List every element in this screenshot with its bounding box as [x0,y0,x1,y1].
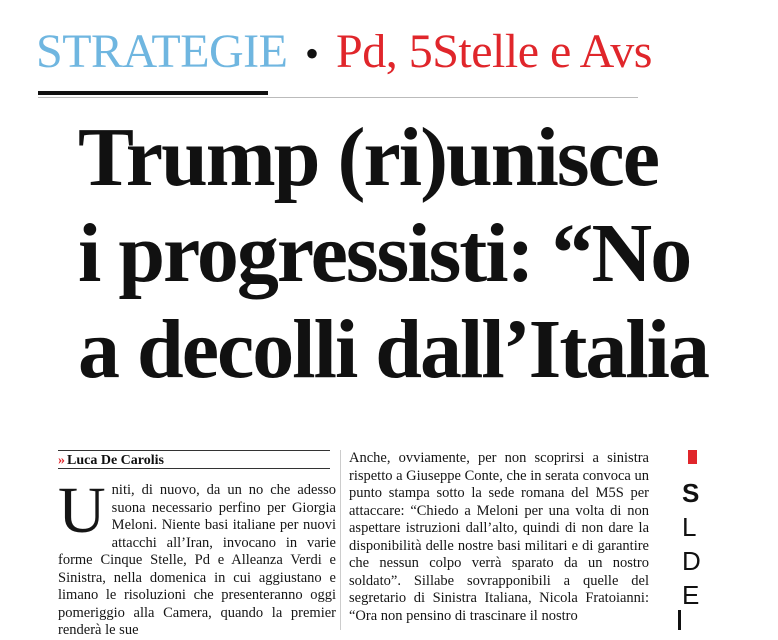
kicker-rule [38,91,268,95]
edge-letter: L [682,512,697,542]
byline-marker: » [58,453,65,468]
byline-rule [58,468,330,469]
kicker-separator: • [304,31,319,76]
section-label: STRATEGIE [36,25,288,78]
headline-line-2: i progressisti: “No [78,207,691,300]
headline-line-3: a decolli dall’Italia [78,303,708,396]
article-text-1: niti, di nuovo, da un no che adesso suona necessario perfino per Giorgia Meloni. Niente basi italiane per nuovi attacchi all’Iran, invocano in varie forme Cinque Stelle, Pd e Alleanza Verdi e Sinistra, nella domenica in cui aggiustano e limano le risoluzioni che presenteranno oggi pomeriggio alla Camera, quando la premier renderà le sue [58,482,336,638]
article-column-2 [349,450,649,625]
kicker-thin-rule [38,97,638,98]
column-divider [340,450,341,630]
next-article-edge [682,476,712,612]
byline [58,450,330,469]
section-kicker [36,24,652,82]
drop-cap: U [58,474,106,547]
topic-label: Pd, 5Stelle e Avs [336,25,652,78]
article-text-2: Anche, ovviamente, per non scoprirsi a sinistra rispetto a Giuseppe Conte, che in serata convoca un punto stampa sotto la sede romana del M5S per attaccare: “Chiedo a Meloni per una volta di non aspettare istruzioni dall’alto, quindi di non dare la disponibilità delle nostre basi militari e di garantire che nessun colpo verrà sparato da un nostro soldato”. Sillabe sovrapponibili a quelle del segretario di Sinistra Italiana, Nicola Fratoianni: “Ora non pensino di trascinare il nostro [349,450,649,624]
author-name: Luca De Carolis [67,453,164,468]
headline [78,110,778,398]
edge-letter: E [682,580,700,610]
edge-bar [678,610,681,630]
article-column-1 [58,474,336,640]
headline-line-1: Trump (ri)unisce [78,111,659,204]
edge-letter: S [682,478,700,508]
next-article-marker [688,450,697,464]
edge-letter: D [682,546,701,576]
